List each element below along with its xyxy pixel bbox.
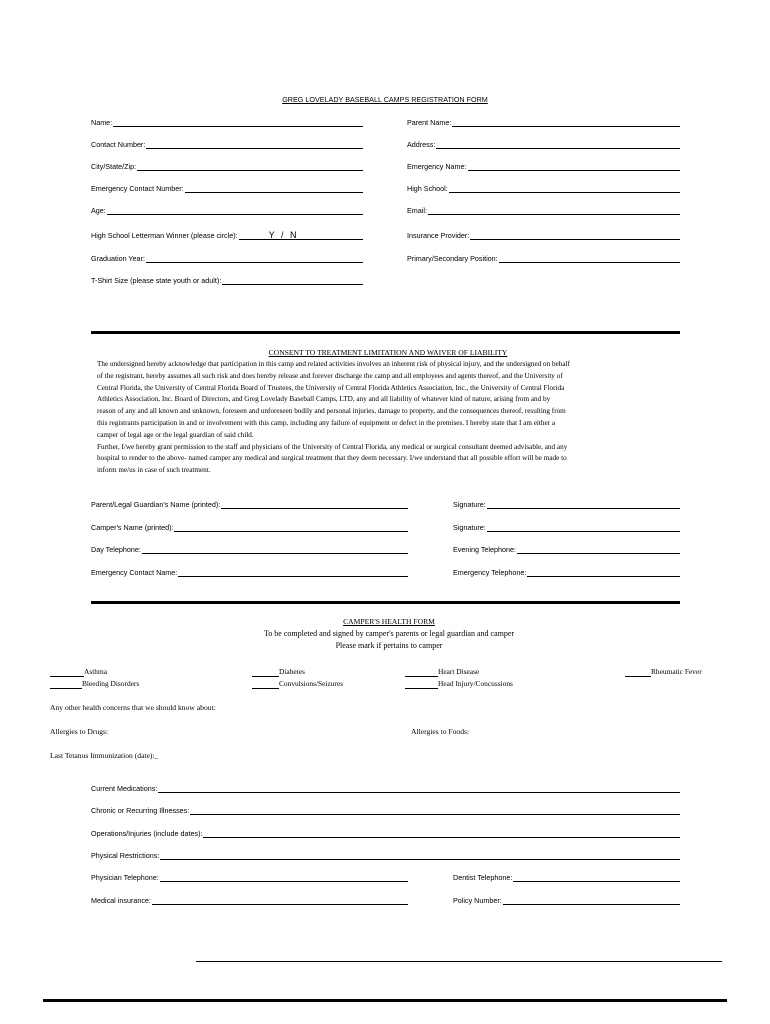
high-school-field[interactable] xyxy=(407,184,680,193)
condition-label: Head Injury/Concussions xyxy=(438,679,513,688)
field-label: Address: xyxy=(407,140,436,149)
evening-telephone-field[interactable] xyxy=(453,545,680,554)
age-field[interactable] xyxy=(91,206,363,215)
check-blank[interactable] xyxy=(405,680,438,689)
field-label: Policy Number: xyxy=(453,896,502,905)
consent-text xyxy=(97,359,697,477)
signature-line[interactable] xyxy=(196,961,722,962)
field-label: Emergency Contact Number: xyxy=(91,184,184,193)
graduation-year-field[interactable] xyxy=(91,254,363,263)
consent-line: of the registrant, hereby assumes all such risk and does hereby release and forever discharge the camp and all employees and agents thereof, and the University of xyxy=(97,371,563,380)
operations-injuries-field[interactable] xyxy=(91,829,680,838)
field-label: Operations/Injuries (include dates): xyxy=(91,829,203,838)
health-title: CAMPER'S HEALTH FORM xyxy=(343,617,435,626)
dentist-telephone-field[interactable] xyxy=(453,873,680,882)
field-label: Dentist Telephone: xyxy=(453,873,513,882)
email-field[interactable] xyxy=(407,206,680,215)
head-injury-check[interactable] xyxy=(405,679,513,689)
field-label: Graduation Year: xyxy=(91,254,145,263)
field-label: Medical insurance: xyxy=(91,896,151,905)
condition-label: Convulsions/Seizures xyxy=(279,679,344,688)
field-label: Name: xyxy=(91,118,113,127)
condition-label: Asthma xyxy=(84,667,107,676)
consent-line: inform me/us in case of such treatment. xyxy=(97,466,211,475)
consent-line: The undersigned hereby acknowledge that participation in this camp and related activities involves an inherent risk of physical injury, and the undersigned on behalf xyxy=(97,360,570,368)
camper-name-field[interactable] xyxy=(91,523,408,532)
field-label: Physician Telephone: xyxy=(91,873,159,882)
consent-title: CONSENT TO TREATMENT LIMITATION AND WAIVER OF LIABILITY xyxy=(268,348,508,357)
contact-number-field[interactable] xyxy=(91,140,363,149)
heart-disease-check[interactable] xyxy=(405,667,479,677)
name-field[interactable] xyxy=(91,118,363,127)
field-label: Emergency Telephone: xyxy=(453,568,527,577)
field-label: Email: xyxy=(407,206,427,215)
field-label: Primary/Secondary Position: xyxy=(407,254,498,263)
tshirt-size-field[interactable] xyxy=(91,276,363,285)
check-blank[interactable] xyxy=(252,668,279,677)
field-label: T-Shirt Size (please state youth or adult): xyxy=(91,276,222,285)
guardian-signature-field[interactable] xyxy=(453,500,680,509)
emergency-contact-name-field[interactable] xyxy=(91,568,408,577)
check-blank[interactable] xyxy=(50,680,82,689)
position-field[interactable] xyxy=(407,254,680,263)
field-label: Parent/Legal Guardian's Name (printed): xyxy=(91,500,221,509)
section-divider xyxy=(91,331,680,334)
diabetes-check[interactable] xyxy=(252,667,305,677)
emergency-contact-number-field[interactable] xyxy=(91,184,363,193)
condition-label: Heart Disease xyxy=(438,667,480,676)
parent-name-field[interactable] xyxy=(407,118,680,127)
check-blank[interactable] xyxy=(405,668,438,677)
consent-line: hospital to render to the above- named camper any medical and surgical treatment that they deem necessary. I/we understand that all possible effort will be made to xyxy=(97,454,567,463)
consent-line: Further, I/we hereby grant permission to the staff and physicians of the University of Central Florida, any medical or surgical consultant deemed advisable, and any xyxy=(97,442,568,451)
field-label: Current Medications: xyxy=(91,784,158,793)
field-label: Parent Name: xyxy=(407,118,452,127)
field-label: Contact Number: xyxy=(91,140,146,149)
physical-restrictions-field[interactable] xyxy=(91,851,680,860)
day-telephone-field[interactable] xyxy=(91,545,408,554)
city-state-zip-field[interactable] xyxy=(91,162,363,171)
chronic-illnesses-field[interactable] xyxy=(91,806,680,815)
health-subtitle: To be completed and signed by camper's parents or legal guardian and camper xyxy=(263,629,515,638)
field-label: Emergency Name: xyxy=(407,162,467,171)
emergency-telephone-field[interactable] xyxy=(453,568,680,577)
policy-number-field[interactable] xyxy=(453,896,680,905)
field-label: City/State/Zip: xyxy=(91,162,137,171)
insurance-provider-field[interactable] xyxy=(407,231,680,240)
field-label: Chronic or Recurring Illnesses: xyxy=(91,806,190,815)
medical-insurance-field[interactable] xyxy=(91,896,408,905)
condition-label: Diabetes xyxy=(279,667,305,676)
field-label: High School Letterman Winner (please circle): xyxy=(91,231,238,240)
consent-line: Central Florida, the University of Central Florida Board of Trustees, the University of Central Florida Athletics Association, Inc., the University of Central Florida xyxy=(97,383,565,392)
check-blank[interactable] xyxy=(625,668,651,677)
other-concerns-label: Any other health concerns that we should know about: xyxy=(50,703,216,712)
rheumatic-fever-check[interactable] xyxy=(625,667,702,677)
convulsions-check[interactable] xyxy=(252,679,343,689)
condition-label: Bleeding Disorders xyxy=(82,679,140,688)
current-medications-field[interactable] xyxy=(91,784,680,793)
allergies-drugs-label: Allergies to Drugs: xyxy=(50,727,109,736)
check-blank[interactable] xyxy=(50,668,84,677)
check-blank[interactable] xyxy=(252,680,279,689)
letterman-choice: Y / N xyxy=(268,230,299,240)
field-label: Camper's Name (printed): xyxy=(91,523,174,532)
form-title: GREG LOVELADY BASEBALL CAMPS REGISTRATION FORM xyxy=(282,95,488,104)
field-label: Emergency Contact Name: xyxy=(91,568,178,577)
field-label: High School: xyxy=(407,184,448,193)
address-field[interactable] xyxy=(407,140,680,149)
tetanus-label: Last Tetanus Immunization (date):_ xyxy=(50,751,159,760)
consent-line: this registrants participation in and or involvement with this camp, including any failure of equipment or defect in the premises. I hereby state that I am either a xyxy=(97,418,556,427)
field-label: Day Telephone: xyxy=(91,545,141,554)
field-label: Evening Telephone: xyxy=(453,545,517,554)
field-label: Age: xyxy=(91,206,106,215)
field-label: Physical Restrictions: xyxy=(91,851,160,860)
page-bottom-rule xyxy=(43,999,727,1002)
emergency-name-field[interactable] xyxy=(407,162,680,171)
field-label: Signature: xyxy=(453,523,486,532)
letterman-field[interactable] xyxy=(91,231,363,240)
consent-line: Athletics Association, Inc. Board of Directors, and Greg Lovelady Baseball Camps, LTD, any and all liability of whatever kind of nature, arising from and by xyxy=(97,395,551,404)
allergies-foods-label: Allergies to Foods: xyxy=(411,727,470,736)
guardian-name-field[interactable] xyxy=(91,500,408,509)
field-label: Insurance Provider: xyxy=(407,231,470,240)
section-divider xyxy=(91,601,680,604)
bleeding-disorders-check[interactable] xyxy=(50,679,139,689)
physician-telephone-field[interactable] xyxy=(91,873,408,882)
consent-line: reason of any and all known and unknown, foreseen and unforeseen bodily and personal injuries, damage to property, and the consequences thereof, resulting from xyxy=(97,407,566,416)
condition-label: Rheumatic Fever xyxy=(651,667,702,676)
camper-signature-field[interactable] xyxy=(453,523,680,532)
field-label: Signature: xyxy=(453,500,486,509)
consent-line: camper of legal age or the legal guardian of said child. xyxy=(97,430,254,439)
asthma-check[interactable] xyxy=(50,667,107,677)
health-instruction: Please mark if pertains to camper xyxy=(335,641,443,650)
